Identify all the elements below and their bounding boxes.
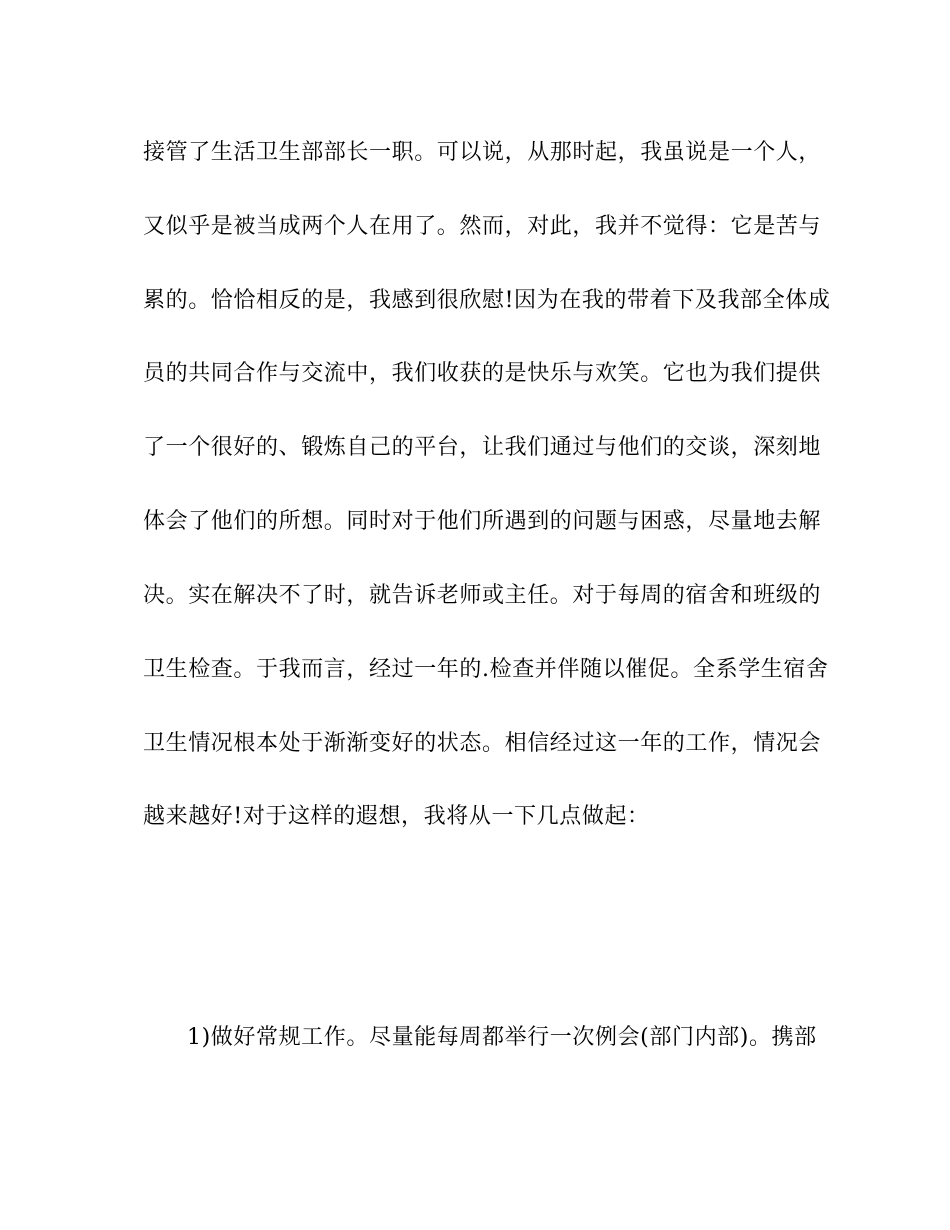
text-line: 卫生情况根本处于渐渐变好的状态。相信经过这一年的工作，情况会 [143,731,822,756]
text-line: 卫生检查。于我而言，经过一年的.检查并伴随以催促。全系学生宿舍 [143,657,829,682]
text-line: 员的共同合作与交流中，我们收获的是快乐与欢笑。它也为我们提供 [143,361,822,386]
text-line: 决。实在解决不了时，就告诉老师或主任。对于每周的宿舍和班级的 [143,583,822,608]
text-line: 又似乎是被当成两个人在用了。然而，对此，我并不觉得：它是苦与 [143,214,822,239]
text-line: 接管了生活卫生部部长一职。可以说，从那时起，我虽说是一个人， [143,140,822,165]
text-line: 累的。恰恰相反的是，我感到很欣慰!因为在我的带着下及我部全体成 [143,288,831,313]
text-line: 了一个很好的、锻炼自己的平台，让我们通过与他们的交谈，深刻地 [143,435,822,460]
text-line: 体会了他们的所想。同时对于他们所遇到的问题与困惑，尽量地去解 [143,509,822,534]
text-line: 越来越好!对于这样的遐想，我将从一下几点做起： [143,804,650,829]
list-item-text-line: 1)做好常规工作。尽量能每周都举行一次例会(部门内部)。携部 [187,1025,817,1050]
